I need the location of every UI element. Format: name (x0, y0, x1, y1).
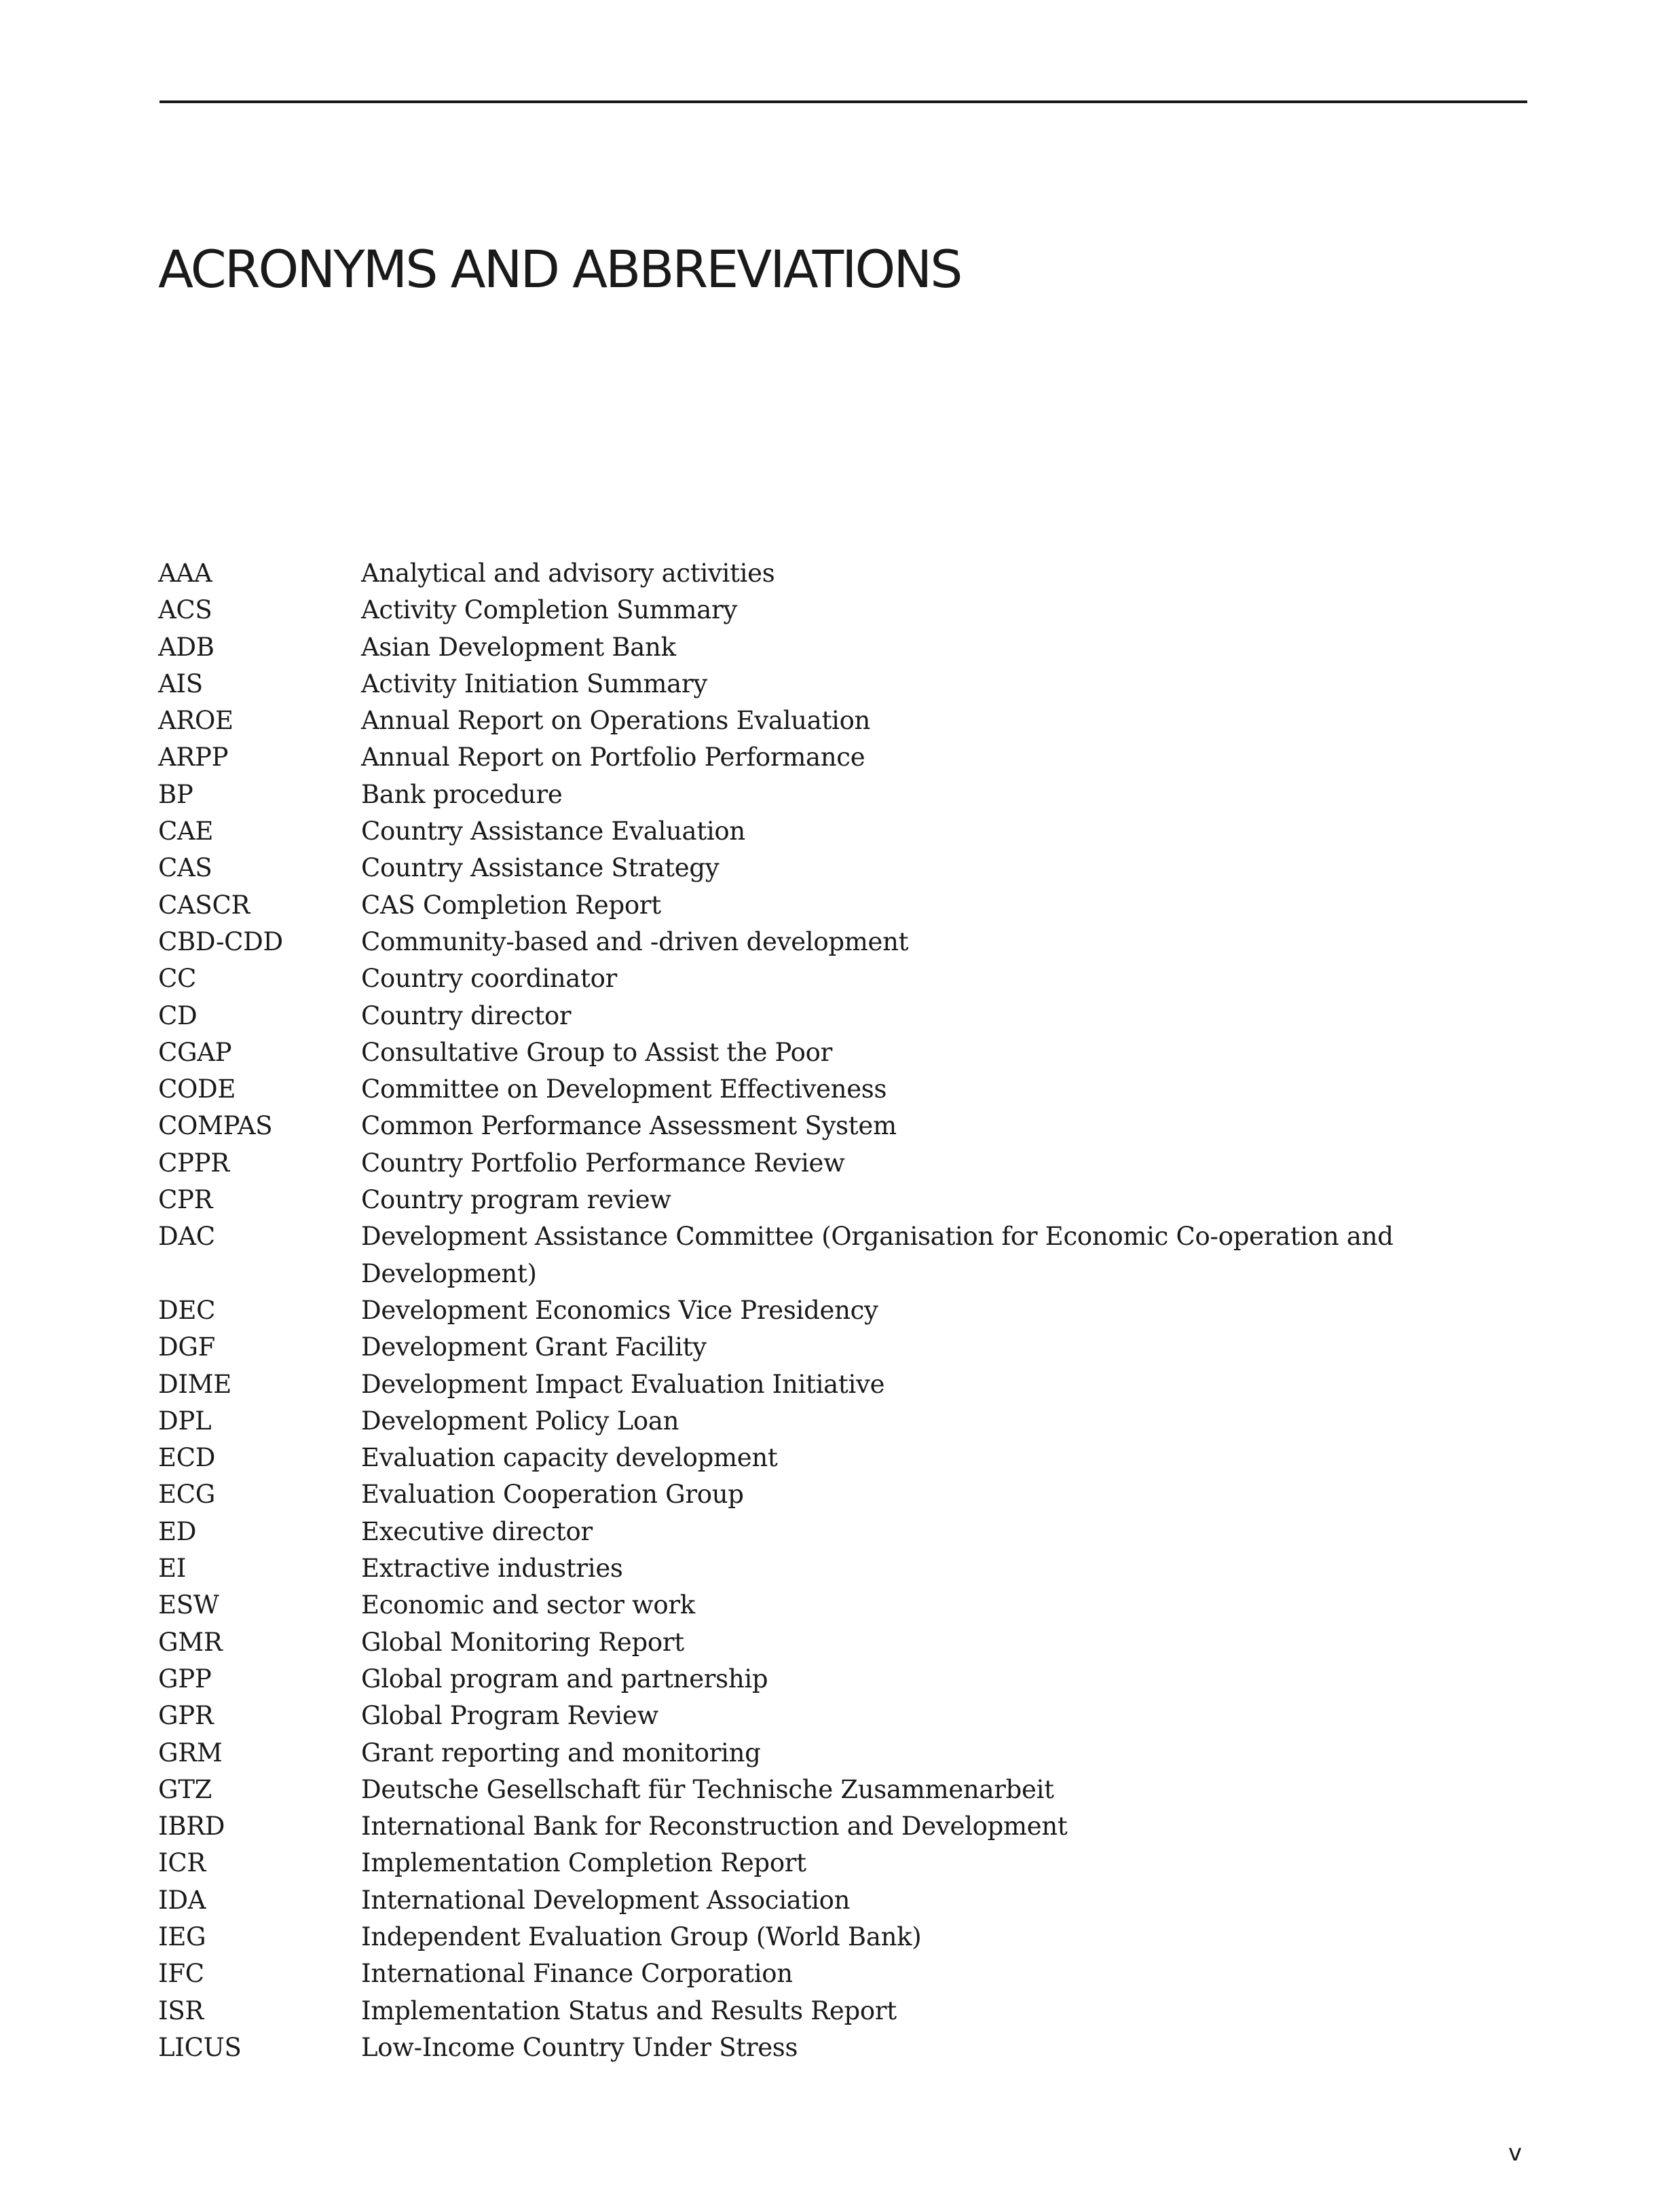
acronym-term: IDA (158, 1885, 206, 1915)
acronym-definition: Independent Evaluation Group (World Bank) (361, 1922, 922, 1951)
acronym-term: ESW (158, 1590, 219, 1620)
acronym-definition: Extractive industries (361, 1554, 623, 1584)
acronym-definition: Development Assistance Committee (Organisation for Economic Co-operation and Development) (361, 1222, 1394, 1288)
acronym-term: AIS (158, 669, 203, 698)
acronym-definition: Activity Completion Summary (361, 595, 737, 625)
acronym-term: CAE (158, 817, 214, 846)
acronym-entry (158, 1550, 1414, 1587)
acronym-definition: Low-Income Country Under Stress (361, 2032, 798, 2062)
acronym-definition: CAS Completion Report (361, 890, 661, 920)
acronym-term: COMPAS (158, 1111, 273, 1141)
acronym-definition: Country Portfolio Performance Review (361, 1148, 845, 1178)
acronym-term: IBRD (158, 1812, 225, 1841)
acronym-term: DGF (158, 1332, 215, 1362)
acronym-term: ACS (158, 595, 212, 625)
acronym-definition: International Bank for Reconstruction and Development (361, 1812, 1068, 1841)
acronym-entry (158, 1145, 1414, 1182)
acronym-entry (158, 850, 1414, 886)
acronym-definition: Evaluation Cooperation Group (361, 1480, 744, 1510)
acronym-entry (158, 813, 1414, 850)
acronym-entry (158, 1624, 1414, 1661)
page-title: ACRONYMS AND ABBREVIATIONS (158, 239, 961, 299)
acronym-term: CD (158, 1000, 198, 1030)
acronym-term: DIME (158, 1369, 231, 1399)
acronym-entry (158, 592, 1414, 629)
acronym-definition: Grant reporting and monitoring (361, 1738, 761, 1767)
acronym-term: DAC (158, 1222, 215, 1252)
acronym-term: GTZ (158, 1774, 212, 1804)
acronym-list (158, 555, 1414, 2066)
acronym-entry (158, 1476, 1414, 1513)
acronym-entry (158, 1182, 1414, 1218)
acronym-entry (158, 1698, 1414, 1734)
acronym-definition: Country coordinator (361, 964, 617, 994)
acronym-term: CPR (158, 1185, 213, 1215)
acronym-entry (158, 703, 1414, 739)
header-rule (160, 100, 1527, 103)
acronym-entry (158, 629, 1414, 666)
acronym-entry (158, 2029, 1414, 2066)
acronym-entry (158, 1403, 1414, 1440)
acronym-term: ARPP (158, 743, 229, 772)
acronym-definition: Country Assistance Strategy (361, 853, 720, 883)
acronym-definition: Common Performance Assessment System (361, 1111, 897, 1141)
acronym-term: DPL (158, 1406, 212, 1436)
acronym-definition: Activity Initiation Summary (361, 669, 707, 698)
acronym-entry (158, 1218, 1414, 1292)
acronym-definition: Development Grant Facility (361, 1332, 707, 1362)
acronym-entry (158, 1292, 1414, 1329)
acronym-term: CGAP (158, 1037, 232, 1067)
acronym-term: AAA (158, 559, 212, 588)
acronym-term: GRM (158, 1738, 223, 1767)
acronym-entry (158, 1919, 1414, 1956)
acronym-term: CASCR (158, 890, 250, 920)
page-number: v (1508, 2139, 1523, 2167)
acronym-entry (158, 1587, 1414, 1624)
acronym-definition: Global Program Review (361, 1701, 658, 1731)
acronym-entry (158, 1993, 1414, 2029)
acronym-entry (158, 1772, 1414, 1808)
acronym-definition: Country Assistance Evaluation (361, 817, 745, 846)
acronym-definition: Implementation Completion Report (361, 1848, 806, 1878)
acronym-term: CC (158, 964, 197, 994)
acronym-definition: Country program review (361, 1185, 671, 1215)
acronym-definition: International Finance Corporation (361, 1959, 793, 1989)
acronym-definition: Executive director (361, 1516, 593, 1546)
acronym-term: EI (158, 1554, 187, 1584)
acronym-term: CBD-CDD (158, 927, 283, 956)
acronym-entry (158, 1882, 1414, 1919)
acronym-term: ED (158, 1516, 197, 1546)
acronym-term: DEC (158, 1295, 216, 1325)
acronym-entry (158, 739, 1414, 776)
acronym-term: IFC (158, 1959, 204, 1989)
acronym-entry (158, 1735, 1414, 1772)
acronym-definition: Country director (361, 1000, 572, 1030)
acronym-term: LICUS (158, 2032, 242, 2062)
acronym-entry (158, 1440, 1414, 1476)
acronym-term: GPR (158, 1701, 214, 1731)
acronym-entry (158, 1366, 1414, 1403)
acronym-definition: Analytical and advisory activities (361, 559, 775, 588)
acronym-entry (158, 1329, 1414, 1366)
acronym-definition: Committee on Development Effectiveness (361, 1074, 887, 1104)
acronym-definition: Consultative Group to Assist the Poor (361, 1037, 832, 1067)
acronym-definition: Development Impact Evaluation Initiative (361, 1369, 885, 1399)
acronym-term: IEG (158, 1922, 206, 1951)
acronym-definition: Implementation Status and Results Report (361, 1996, 897, 2025)
acronym-definition: Development Economics Vice Presidency (361, 1295, 878, 1325)
acronym-entry (158, 1956, 1414, 1992)
acronym-definition: Bank procedure (361, 779, 563, 809)
acronym-entry (158, 1108, 1414, 1144)
acronym-definition: Deutsche Gesellschaft für Technische Zusammenarbeit (361, 1774, 1054, 1804)
acronym-term: ECD (158, 1443, 216, 1473)
acronym-term: BP (158, 779, 193, 809)
acronym-definition: Evaluation capacity development (361, 1443, 778, 1473)
acronym-definition: Asian Development Bank (361, 632, 676, 662)
acronym-entry (158, 555, 1414, 592)
acronym-entry (158, 1845, 1414, 1882)
acronym-term: ECG (158, 1480, 215, 1510)
acronym-term: ICR (158, 1848, 206, 1878)
acronym-entry (158, 998, 1414, 1034)
acronym-term: GMR (158, 1627, 223, 1657)
acronym-definition: Community-based and -driven development (361, 927, 909, 956)
acronym-entry (158, 666, 1414, 703)
acronym-term: ADB (158, 632, 214, 662)
acronym-definition: International Development Association (361, 1885, 851, 1915)
acronym-term: ISR (158, 1996, 204, 2025)
acronym-entry (158, 1071, 1414, 1108)
acronym-entry (158, 887, 1414, 924)
acronym-term: AROE (158, 706, 234, 736)
acronym-definition: Economic and sector work (361, 1590, 695, 1620)
acronym-entry (158, 1514, 1414, 1550)
acronym-term: GPP (158, 1664, 212, 1694)
acronym-term: CODE (158, 1074, 236, 1104)
acronym-definition: Global program and partnership (361, 1664, 768, 1694)
acronym-definition: Development Policy Loan (361, 1406, 679, 1436)
acronym-definition: Global Monitoring Report (361, 1627, 684, 1657)
acronym-term: CPPR (158, 1148, 229, 1178)
acronym-term: CAS (158, 853, 212, 883)
acronym-entry (158, 1034, 1414, 1071)
acronym-entry (158, 777, 1414, 813)
acronym-definition: Annual Report on Operations Evaluation (361, 706, 871, 736)
acronym-entry (158, 924, 1414, 960)
acronym-entry (158, 1661, 1414, 1698)
acronym-definition: Annual Report on Portfolio Performance (361, 743, 865, 772)
acronym-entry (158, 1808, 1414, 1845)
acronym-entry (158, 960, 1414, 997)
